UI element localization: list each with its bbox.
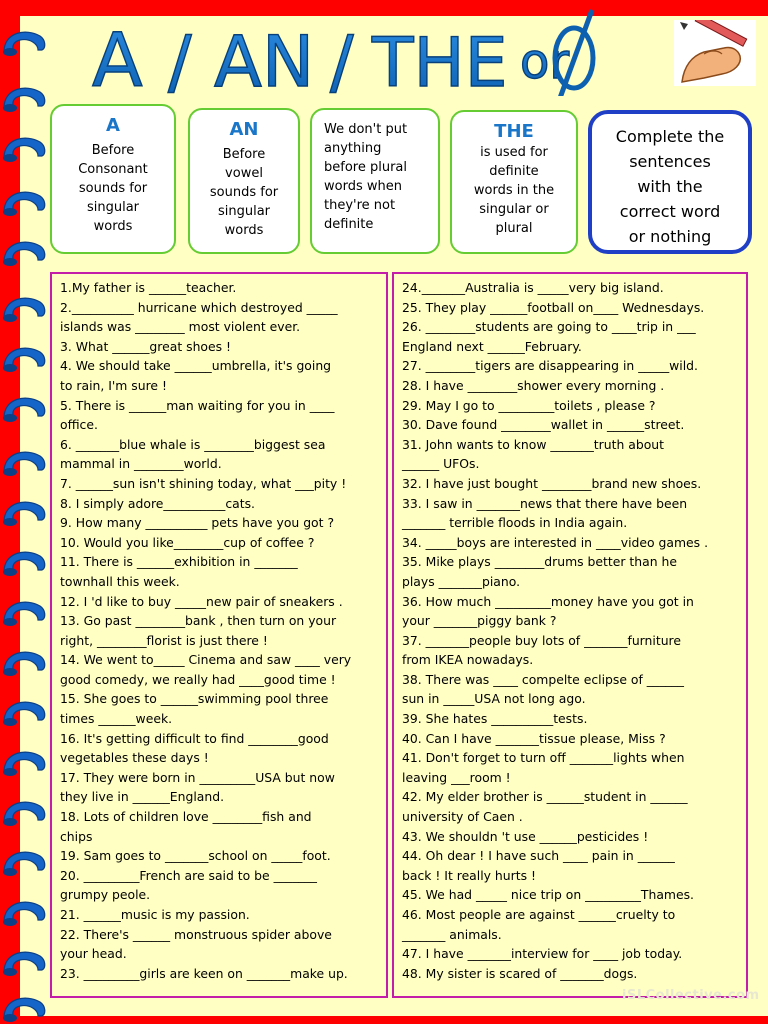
exercise-line: 4. We should take ______umbrella, it's going: [60, 358, 332, 374]
rule-box-heading: AN: [229, 119, 259, 140]
title-word-an: AN: [214, 21, 315, 96]
spiral-binding-ring-icon: [0, 292, 48, 324]
exercise-line: 9. How many __________ pets have you got ?: [60, 515, 335, 531]
rule-line: vowel: [225, 166, 263, 181]
rule-line: singular: [217, 204, 271, 219]
spiral-binding-ring-icon: [0, 26, 48, 58]
exercise-line: office.: [60, 417, 98, 433]
exercise-line: from IKEA nowadays.: [402, 652, 534, 668]
spiral-binding-ring-icon: [0, 846, 48, 878]
exercise-line: 38. There was ____ compelte eclipse of ______: [402, 671, 684, 687]
exercise-line: they live in ______England.: [60, 789, 225, 805]
title-slash-1: /: [168, 21, 192, 96]
exercise-line: grumpy peole.: [60, 887, 151, 903]
exercise-line: 13. Go past ________bank , then turn on your: [60, 613, 337, 629]
rule-line: words: [224, 223, 264, 238]
exercise-line: 28. I have ________shower every morning .: [402, 377, 665, 393]
spiral-binding-ring-icon: [0, 446, 48, 478]
instruction-line: sentences: [629, 152, 711, 171]
exercise-line: university of Caen .: [402, 809, 523, 825]
exercise-line: 47. I have _______interview for ____ job today.: [402, 946, 683, 962]
spiral-binding-ring-icon: [0, 696, 48, 728]
spiral-binding-ring-icon: [0, 546, 48, 578]
exercise-line: 33. I saw in _______news that there have been: [402, 495, 688, 511]
rule-line: definite: [489, 164, 539, 179]
rule-box-a: [50, 104, 176, 254]
exercise-line: 48. My sister is scared of _______dogs.: [402, 965, 638, 981]
exercise-panel-left: [50, 272, 388, 998]
rule-line: sounds for: [209, 185, 279, 200]
rule-line: words when: [324, 179, 402, 194]
exercise-line: 45. We had _____ nice trip on _________Thames.: [402, 887, 694, 903]
exercise-line: 25. They play ______football on____ Wednesdays.: [402, 299, 705, 315]
instruction-line: or nothing: [628, 227, 712, 246]
exercise-line: 32. I have just bought ________brand new shoes.: [402, 475, 702, 491]
exercise-line: 18. Lots of children love ________fish and: [60, 809, 312, 825]
instruction-line: Complete the: [615, 127, 725, 146]
exercise-line: 42. My elder brother is ______student in ______: [402, 789, 688, 805]
exercise-line: 16. It's getting difficult to find ________good: [60, 730, 329, 746]
rule-box-nothing: [310, 108, 440, 254]
exercise-panel-right: [392, 272, 748, 998]
exercise-line: to rain, I'm sure !: [60, 377, 167, 393]
exercise-line: 24._______Australia is _____very big island.: [402, 280, 664, 295]
exercise-line: mammal in ________world.: [60, 456, 222, 472]
exercise-line: _______ terrible floods in India again.: [402, 515, 628, 531]
exercise-line: 36. How much _________money have you got in: [402, 593, 694, 609]
hand-with-pencil-icon: [674, 20, 756, 86]
exercise-line: leaving ___room !: [402, 769, 511, 785]
exercise-line: 22. There's ______ monstruous spider above: [60, 926, 332, 942]
rule-line: Before: [222, 147, 266, 162]
rule-line: singular or: [479, 202, 549, 217]
exercise-line: 29. May I go to _________toilets , please ?: [402, 397, 656, 413]
spiral-binding-ring-icon: [0, 946, 48, 978]
watermark: iSLCollective.com: [622, 988, 760, 1003]
title-word-or: or: [520, 34, 570, 90]
exercise-line: 6. _______blue whale is ________biggest sea: [60, 436, 326, 452]
exercise-line: 31. John wants to know _______truth about: [402, 436, 664, 452]
rule-box-an: [188, 108, 300, 254]
exercise-line: 7. ______sun isn't shining today, what ___pity !: [60, 475, 347, 491]
spiral-binding-ring-icon: [0, 82, 48, 114]
exercise-line: ______ UFOs.: [402, 456, 480, 472]
exercise-line: 43. We shouldn 't use ______pesticides !: [402, 828, 649, 844]
spiral-binding-ring-icon: [0, 992, 48, 1024]
exercise-line: 20. _________French are said to be _______: [60, 867, 317, 883]
exercise-line: times ______week.: [60, 711, 173, 727]
exercise-line: 19. Sam goes to _______school on _____foot.: [60, 848, 331, 864]
instruction-line: correct word: [619, 202, 721, 221]
exercise-line: islands was ________ most violent ever.: [60, 319, 301, 335]
spiral-binding: [0, 20, 48, 1010]
title-word-the: THE: [372, 24, 508, 96]
instruction-line: with the: [637, 177, 703, 196]
spiral-binding-ring-icon: [0, 392, 48, 424]
rule-line: definite: [324, 217, 374, 232]
exercise-line: 34. _____boys are interested in ____video games .: [402, 534, 709, 550]
worksheet-title: [90, 6, 610, 96]
exercise-line: 30. Dave found ________wallet in ______street.: [402, 417, 685, 433]
rule-line: words in the: [473, 183, 555, 198]
exercise-line: your head.: [60, 946, 127, 962]
rule-line: is used for: [480, 145, 548, 160]
exercise-line: 1.My father is ______teacher.: [60, 280, 237, 295]
exercise-line: _______ animals.: [402, 926, 502, 942]
rule-line: before plural: [324, 160, 407, 175]
rule-line: anything: [324, 141, 382, 156]
title-slash-2: /: [330, 21, 354, 96]
exercise-line: 8. I simply adore__________cats.: [60, 495, 255, 511]
rule-line: words: [93, 219, 133, 234]
exercise-line: chips: [60, 828, 93, 844]
exercise-line: 5. There is ______man waiting for you in ____: [60, 397, 335, 413]
exercise-line: townhall this week.: [60, 573, 180, 589]
exercise-line: 15. She goes to ______swimming pool three: [60, 691, 329, 707]
exercise-line: right, ________florist is just there !: [60, 632, 268, 648]
exercise-line: 39. She hates __________tests.: [402, 711, 588, 727]
exercise-line: 44. Oh dear ! I have such ____ pain in ______: [402, 848, 675, 864]
exercise-line: 41. Don't forget to turn off _______lights when: [402, 750, 685, 766]
spiral-binding-ring-icon: [0, 646, 48, 678]
spiral-binding-ring-icon: [0, 496, 48, 528]
rule-line: singular: [86, 200, 140, 215]
exercise-line: back ! It really hurts !: [402, 867, 536, 883]
exercise-line: 23. _________girls are keen on _______make up.: [60, 965, 348, 981]
spiral-binding-ring-icon: [0, 746, 48, 778]
instruction-box: [588, 110, 752, 254]
exercise-line: sun in _____USA not long ago.: [402, 691, 586, 707]
spiral-binding-ring-icon: [0, 342, 48, 374]
exercise-line: 12. I 'd like to buy _____new pair of sneakers .: [60, 593, 343, 609]
rule-box-heading: THE: [494, 121, 534, 142]
exercise-line: 37. _______people buy lots of _______furniture: [402, 632, 682, 648]
exercise-line: 3. What ______great shoes !: [60, 338, 232, 354]
rule-box-the: [450, 110, 578, 254]
exercise-line: 27. ________tigers are disappearing in _____wild.: [402, 358, 698, 374]
rule-line: Before: [91, 143, 135, 158]
exercise-line: plays _______piano.: [402, 573, 521, 589]
spiral-binding-ring-icon: [0, 236, 48, 268]
exercise-line: 11. There is ______exhibition in _______: [60, 554, 298, 570]
exercise-line: England next ______February.: [402, 338, 582, 354]
rule-line: they're not: [324, 198, 396, 213]
rule-line: sounds for: [78, 181, 148, 196]
spiral-binding-ring-icon: [0, 596, 48, 628]
exercise-line: vegetables these days !: [60, 750, 209, 766]
exercise-line: 21. ______music is my passion.: [60, 907, 250, 922]
rule-line: Consonant: [78, 162, 148, 177]
spiral-binding-ring-icon: [0, 186, 48, 218]
exercise-line: 40. Can I have _______tissue please, Miss ?: [402, 730, 666, 746]
rule-line: plural: [495, 221, 533, 236]
exercise-line: 2.__________ hurricane which destroyed _____: [60, 299, 338, 315]
exercise-line: your _______piggy bank ?: [402, 613, 557, 629]
spiral-binding-ring-icon: [0, 132, 48, 164]
title-word-a: A: [92, 18, 143, 96]
rule-line: We don't put: [324, 122, 408, 137]
spiral-binding-ring-icon: [0, 896, 48, 928]
rule-box-heading: A: [106, 115, 120, 136]
exercise-line: 14. We went to_____ Cinema and saw ____ very: [60, 652, 352, 668]
exercise-line: 46. Most people are against ______cruelty to: [402, 907, 676, 922]
exercise-line: good comedy, we really had ____good time !: [60, 671, 336, 687]
exercise-line: 26. ________students are going to ____trip in ___: [402, 319, 696, 335]
exercise-line: 35. Mike plays ________drums better than he: [402, 554, 677, 570]
exercise-line: 10. Would you like________cup of coffee ?: [60, 534, 315, 550]
spiral-binding-ring-icon: [0, 796, 48, 828]
exercise-line: 17. They were born in _________USA but now: [60, 769, 335, 785]
